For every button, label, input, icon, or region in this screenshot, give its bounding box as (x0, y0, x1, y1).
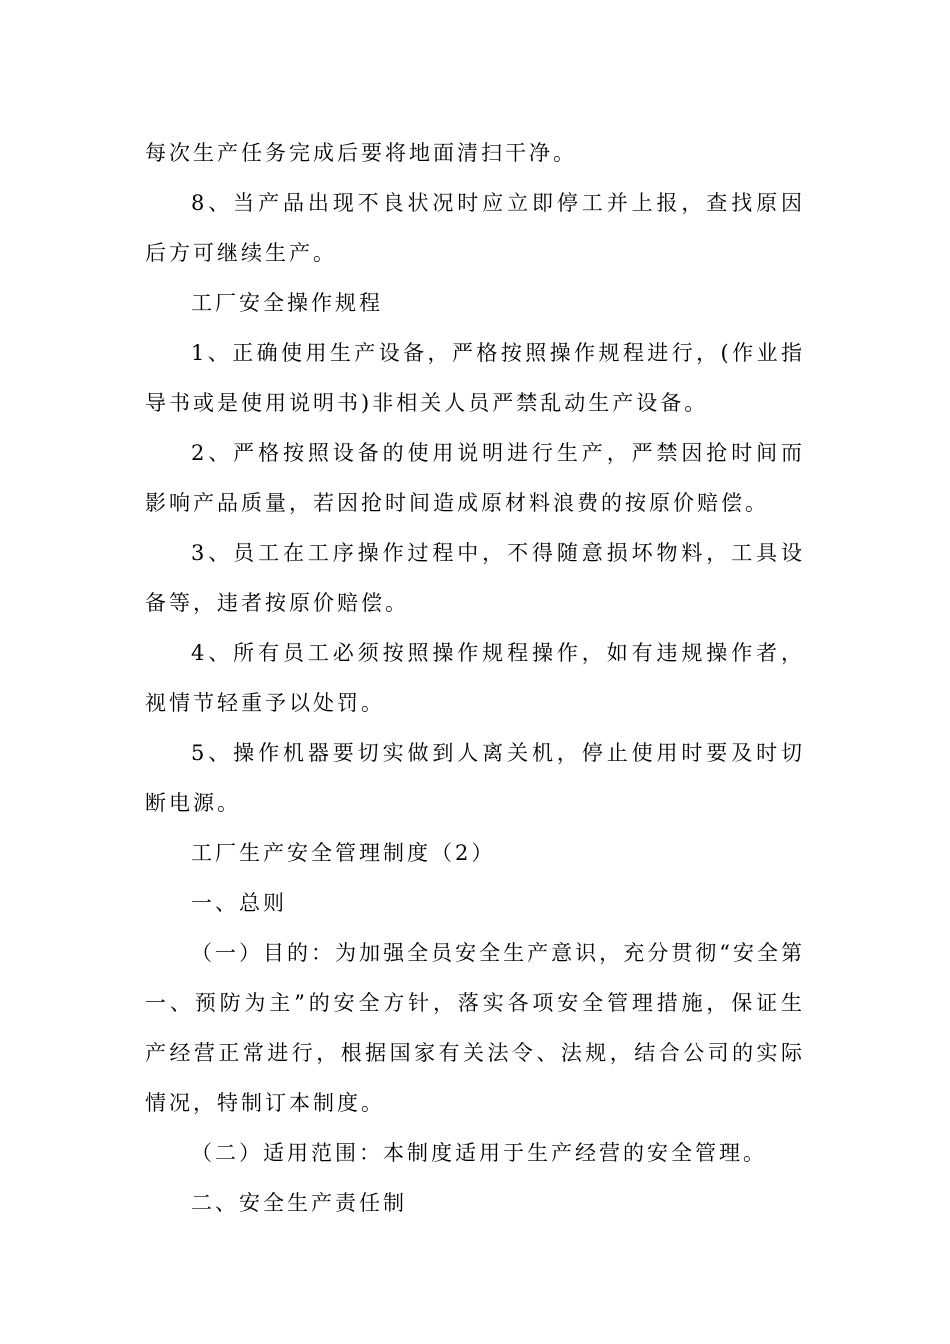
section-heading-safety-rules: 工厂安全操作规程 (191, 291, 383, 315)
paragraph-purpose: （一）目的：为加强全员安全生产意识，充分贯彻“安全第一、预防为主”的安全方针，落实各项安全管理措施，保证生产经营正常进行，根据国家有关法令、法规，结合公司的实际情况，特制订本制度。 (145, 941, 805, 1115)
paragraph-2: 8、当产品出现不良状况时应立即停工并上报，查找原因后方可继续生产。 (145, 191, 805, 265)
paragraph-scope: （二）适用范围：本制度适用于生产经营的安全管理。 (191, 1141, 767, 1165)
paragraph-rule-2: 2、严格按照设备的使用说明进行生产，严禁因抢时间而影响产品质量，若因抢时间造成原材料浪费的按原价赔偿。 (145, 441, 805, 515)
paragraph-rule-4: 4、所有员工必须按照操作规程操作，如有违规操作者，视情节轻重予以处罚。 (145, 641, 805, 715)
paragraph-1: 每次生产任务完成后要将地面清扫干净。 (145, 141, 577, 165)
section-heading-responsibility: 二、安全生产责任制 (191, 1191, 407, 1215)
paragraph-rule-3: 3、员工在工序操作过程中，不得随意损坏物料，工具设备等，违者按原价赔偿。 (145, 541, 805, 615)
paragraph-rule-5: 5、操作机器要切实做到人离关机，停止使用时要及时切断电源。 (145, 741, 805, 815)
document-body (145, 128, 805, 1228)
section-heading-general: 一、总则 (191, 891, 287, 915)
section-heading-management-system: 工厂生产安全管理制度（2） (191, 841, 496, 865)
paragraph-rule-1: 1、正确使用生产设备，严格按照操作规程进行，(作业指导书或是使用说明书)非相关人员严禁乱动生产设备。 (145, 341, 805, 415)
